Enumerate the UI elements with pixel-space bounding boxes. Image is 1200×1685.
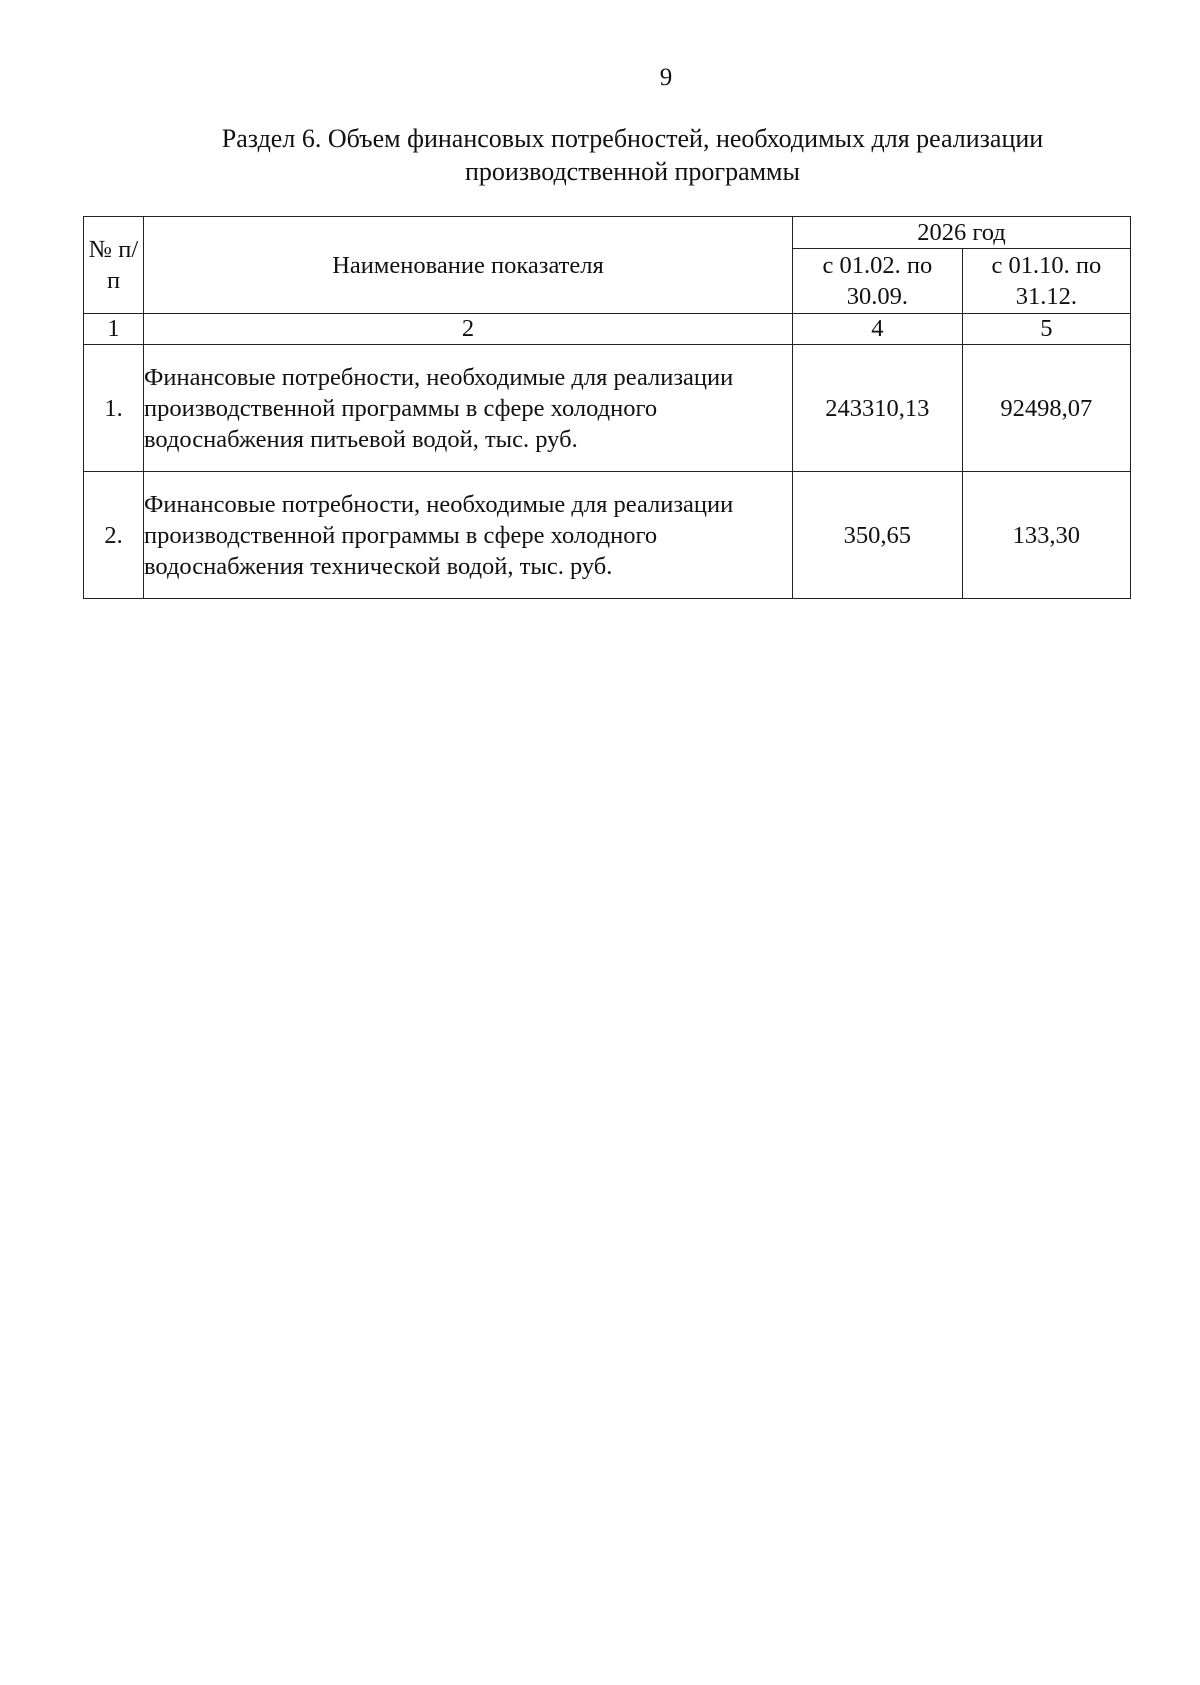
header-name: Наименование показателя <box>144 217 793 314</box>
header-year: 2026 год <box>793 217 1131 249</box>
index-cell-3: 4 <box>793 314 963 345</box>
index-cell-1: 1 <box>84 314 144 345</box>
table-row <box>84 472 1131 599</box>
section-title-line-2: производственной программы <box>465 157 800 186</box>
table-row <box>84 345 1131 472</box>
row-value-period-2: 133,30 <box>962 472 1130 599</box>
index-cell-4: 5 <box>962 314 1130 345</box>
row-name: Финансовые потребности, необходимые для реализации производственной программы в сфере холодного водоснабжения технической водой, тыс. руб. <box>144 472 793 599</box>
row-name: Финансовые потребности, необходимые для реализации производственной программы в сфере холодного водоснабжения питьевой водой, тыс. руб. <box>144 345 793 472</box>
table-header-row-1 <box>84 217 1131 249</box>
row-num: 1. <box>84 345 144 472</box>
index-cell-2: 2 <box>144 314 793 345</box>
row-value-period-1: 243310,13 <box>793 345 963 472</box>
page-number: 9 <box>659 64 673 91</box>
financial-needs-table <box>83 216 1131 599</box>
header-num: № п/п <box>84 217 144 314</box>
table-index-row <box>84 314 1131 345</box>
header-period-2: с 01.10. по 31.12. <box>962 249 1130 314</box>
row-num: 2. <box>84 472 144 599</box>
section-title-line-1: Раздел 6. Объем финансовых потребностей, необходимых для реализации <box>221 124 1044 153</box>
row-value-period-2: 92498,07 <box>962 345 1130 472</box>
row-value-period-1: 350,65 <box>793 472 963 599</box>
header-period-1: с 01.02. по 30.09. <box>793 249 963 314</box>
section-title <box>170 122 1095 188</box>
